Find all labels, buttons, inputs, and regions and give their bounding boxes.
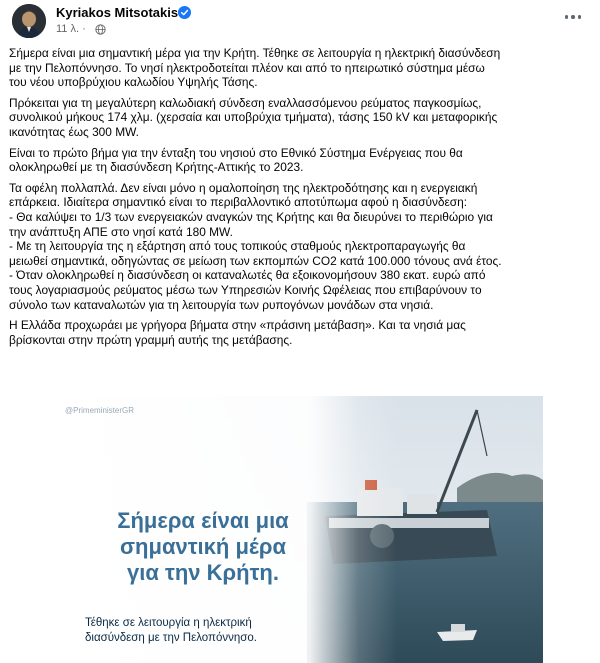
globe-icon[interactable] [95, 24, 106, 35]
dot [578, 15, 582, 19]
author-name[interactable]: Kyriakos Mitsotakis [56, 5, 179, 20]
text-line: - Θα καλύψει το 1/3 των ενεργειακών αναγκών της Κρήτης και θα διευρύνει το περιθώριο για [9, 209, 493, 224]
text-line: την ανάπτυξη ΑΠΕ στο νησί κατά 180 MW. [9, 224, 233, 239]
paragraph [9, 46, 597, 90]
text-line: Είναι το πρώτο βήμα για την ένταξη του νησιού στο Εθνικό Σύστημα Ενέργειας που θα [9, 145, 463, 160]
headline-line: σημαντική μέρα [120, 534, 286, 559]
text-line: με την Πελοπόννησο. Το νησί ηλεκτροδοτείται πλέον και από το ηπειρωτικό σύστημα μέσω [9, 60, 485, 75]
dot [565, 15, 569, 19]
text-line: συνολικού μήκους 174 χλμ. (χερσαία και υποβρύχια τμήματα), τάσης 150 kV και μεταφορικής [9, 110, 498, 125]
post-photo[interactable] [57, 396, 543, 663]
text-line: Πρόκειται για τη μεγαλύτερη καλωδιακή σύνδεση εναλλασσόμενου ρεύματος παγκοσμίως, [9, 95, 482, 110]
post-text [9, 46, 597, 353]
meta-separator: · [82, 23, 86, 35]
text-line: σύνολο των καταναλωτών για τη λειτουργία των ρυπογόνων μονάδων στα νησιά. [9, 297, 434, 312]
text-line: Σήμερα είναι μια σημαντική μέρα για την Κρήτη. Τέθηκε σε λειτουργία η ηλεκτρική διασύνδεση [9, 46, 501, 60]
photo-handle: @PrimeministerGR [65, 406, 135, 415]
text-line: τους λογαριασμούς ρεύματος μέσω των Υπηρεσιών Κοινής Ωφέλειας που επιβαρύνουν το [9, 282, 482, 297]
text-line: - Με τη λειτουργία της η εξάρτηση από τους τοπικούς σταθμούς ηλεκτροπαραγωγής θα [9, 239, 466, 254]
author-avatar[interactable] [12, 4, 46, 38]
text-line: ολοκληρωθεί με τη διασύνδεση Κρήτης-Αττικής το 2023. [9, 160, 304, 175]
paragraph [9, 146, 597, 175]
paragraph [9, 181, 597, 312]
avatar-image [12, 4, 46, 38]
photo-subtitle [85, 616, 335, 646]
headline-line: για την Κρήτη. [127, 560, 279, 585]
paragraph [9, 96, 597, 140]
post-meta [56, 23, 86, 35]
text-line: μειωθεί σημαντικά, οδηγώντας σε μείωση των εκπομπών CO2 κατά 100.000 τόνους ανά έτος. [9, 253, 502, 268]
dot [571, 15, 575, 19]
verified-badge-icon [178, 6, 191, 19]
subtitle-line: διασύνδεση με την Πελοπόννησο. [85, 632, 257, 644]
paragraph [9, 318, 597, 347]
photo-headline [93, 508, 313, 586]
text-line: επάρκεια. Ιδιαίτερα σημαντικό είναι το περιβαλλοντικό αποτύπωμα αφού η διασύνδεση: [9, 195, 468, 210]
subtitle-line: Τέθηκε σε λειτουργία η ηλεκτρική [85, 617, 252, 629]
text-line: - Όταν ολοκληρωθεί η διασύνδεση οι καταναλωτές θα εξοικονομήσουν 380 εκατ. ευρώ από [9, 268, 486, 283]
more-options-icon[interactable] [560, 10, 586, 24]
text-line: βρίσκονται στην πρώτη γραμμή αυτής της μετάβασης. [9, 332, 293, 347]
text-line: Η Ελλάδα προχωράει με γρήγορα βήματα στην «πράσινη μετάβαση». Και τα νησιά μας [9, 318, 466, 333]
text-line: του νέου υποβρύχιου καλωδίου Υψηλής Τάσης. [9, 75, 258, 90]
post-timestamp[interactable]: 11 λ. [56, 23, 80, 35]
headline-line: Σήμερα είναι μια [117, 508, 289, 533]
text-line: Τα οφέλη πολλαπλά. Δεν είναι μόνο η ομαλοποίηση της ηλεκτροδότησης και η ενεργειακή [9, 180, 478, 195]
text-line: ικανότητας έως 300 MW. [9, 124, 139, 139]
